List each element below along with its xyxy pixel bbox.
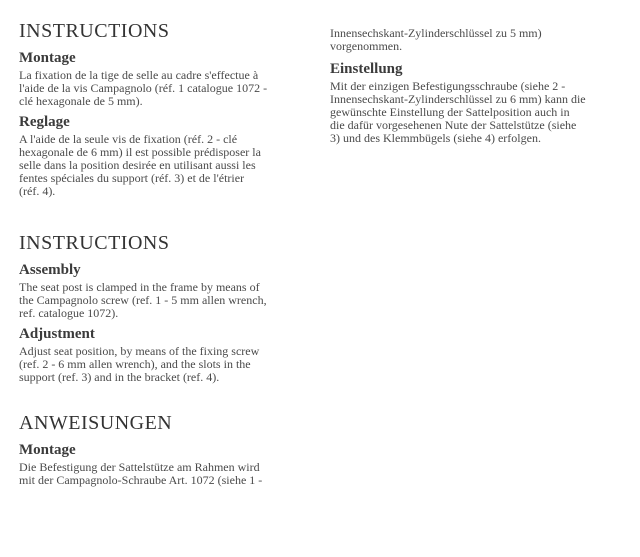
- german-section: [19, 412, 319, 487]
- german-title: ANWEISUNGEN: [19, 412, 173, 434]
- french-montage-text: La fixation de la tige de selle au cadre s'effectue à l'aide de la vis Campagnolo (réf. 1 catalogue 1072 - clé hexagonale de 5 mm).: [19, 68, 268, 108]
- german-montage-continued: Innensechskant-Zylinderschlüssel zu 5 mm) vorgenommen.: [330, 26, 542, 53]
- english-assembly-heading: Assembly: [19, 262, 81, 278]
- english-adjustment-text: Adjust seat position, by means of the fixing screw (ref. 2 - 6 mm allen wrench), and the slots in the support (ref. 3) and in the bracket (ref. 4).: [19, 344, 260, 384]
- german-montage-text: Die Befestigung der Sattelstütze am Rahmen wird mit der Campagnolo-Schraube Art. 1072 (siehe 1 -: [19, 460, 263, 487]
- english-adjustment-heading: Adjustment: [19, 326, 95, 342]
- french-title: INSTRUCTIONS: [19, 20, 170, 42]
- german-einstellung-heading: Einstellung: [330, 61, 403, 77]
- french-montage-heading: Montage: [19, 50, 76, 66]
- french-reglage-heading: Reglage: [19, 114, 70, 130]
- german-montage-heading: Montage: [19, 442, 76, 458]
- english-section: [19, 232, 319, 384]
- french-section: [19, 20, 319, 198]
- english-title: INSTRUCTIONS: [19, 232, 170, 254]
- right-column: [330, 27, 630, 151]
- german-einstellung-text: Mit der einzigen Befestigungsschraube (siehe 2 - Innensechskant-Zylinderschlüssel zu 6 mm) kann die gewünschte Einstellung der Sattelposition auch in die dafür vorgesehenen Nute der Sattelstütze (siehe 3) und des Klemmbügels (siehe 4) erfolgen.: [330, 79, 586, 145]
- left-column: [19, 20, 319, 493]
- english-assembly-text: The seat post is clamped in the frame by means of the Campagnolo screw (ref. 1 - 5 mm allen wrench, ref. catalogue 1072).: [19, 280, 267, 320]
- french-reglage-text: A l'aide de la seule vis de fixation (réf. 2 - clé hexagonale de 6 mm) il est possible prédisposer la selle dans la position desirée en utilisant aussi les fentes spéciales du support (réf. 3) et de l'étrier (réf. 4).: [19, 132, 261, 198]
